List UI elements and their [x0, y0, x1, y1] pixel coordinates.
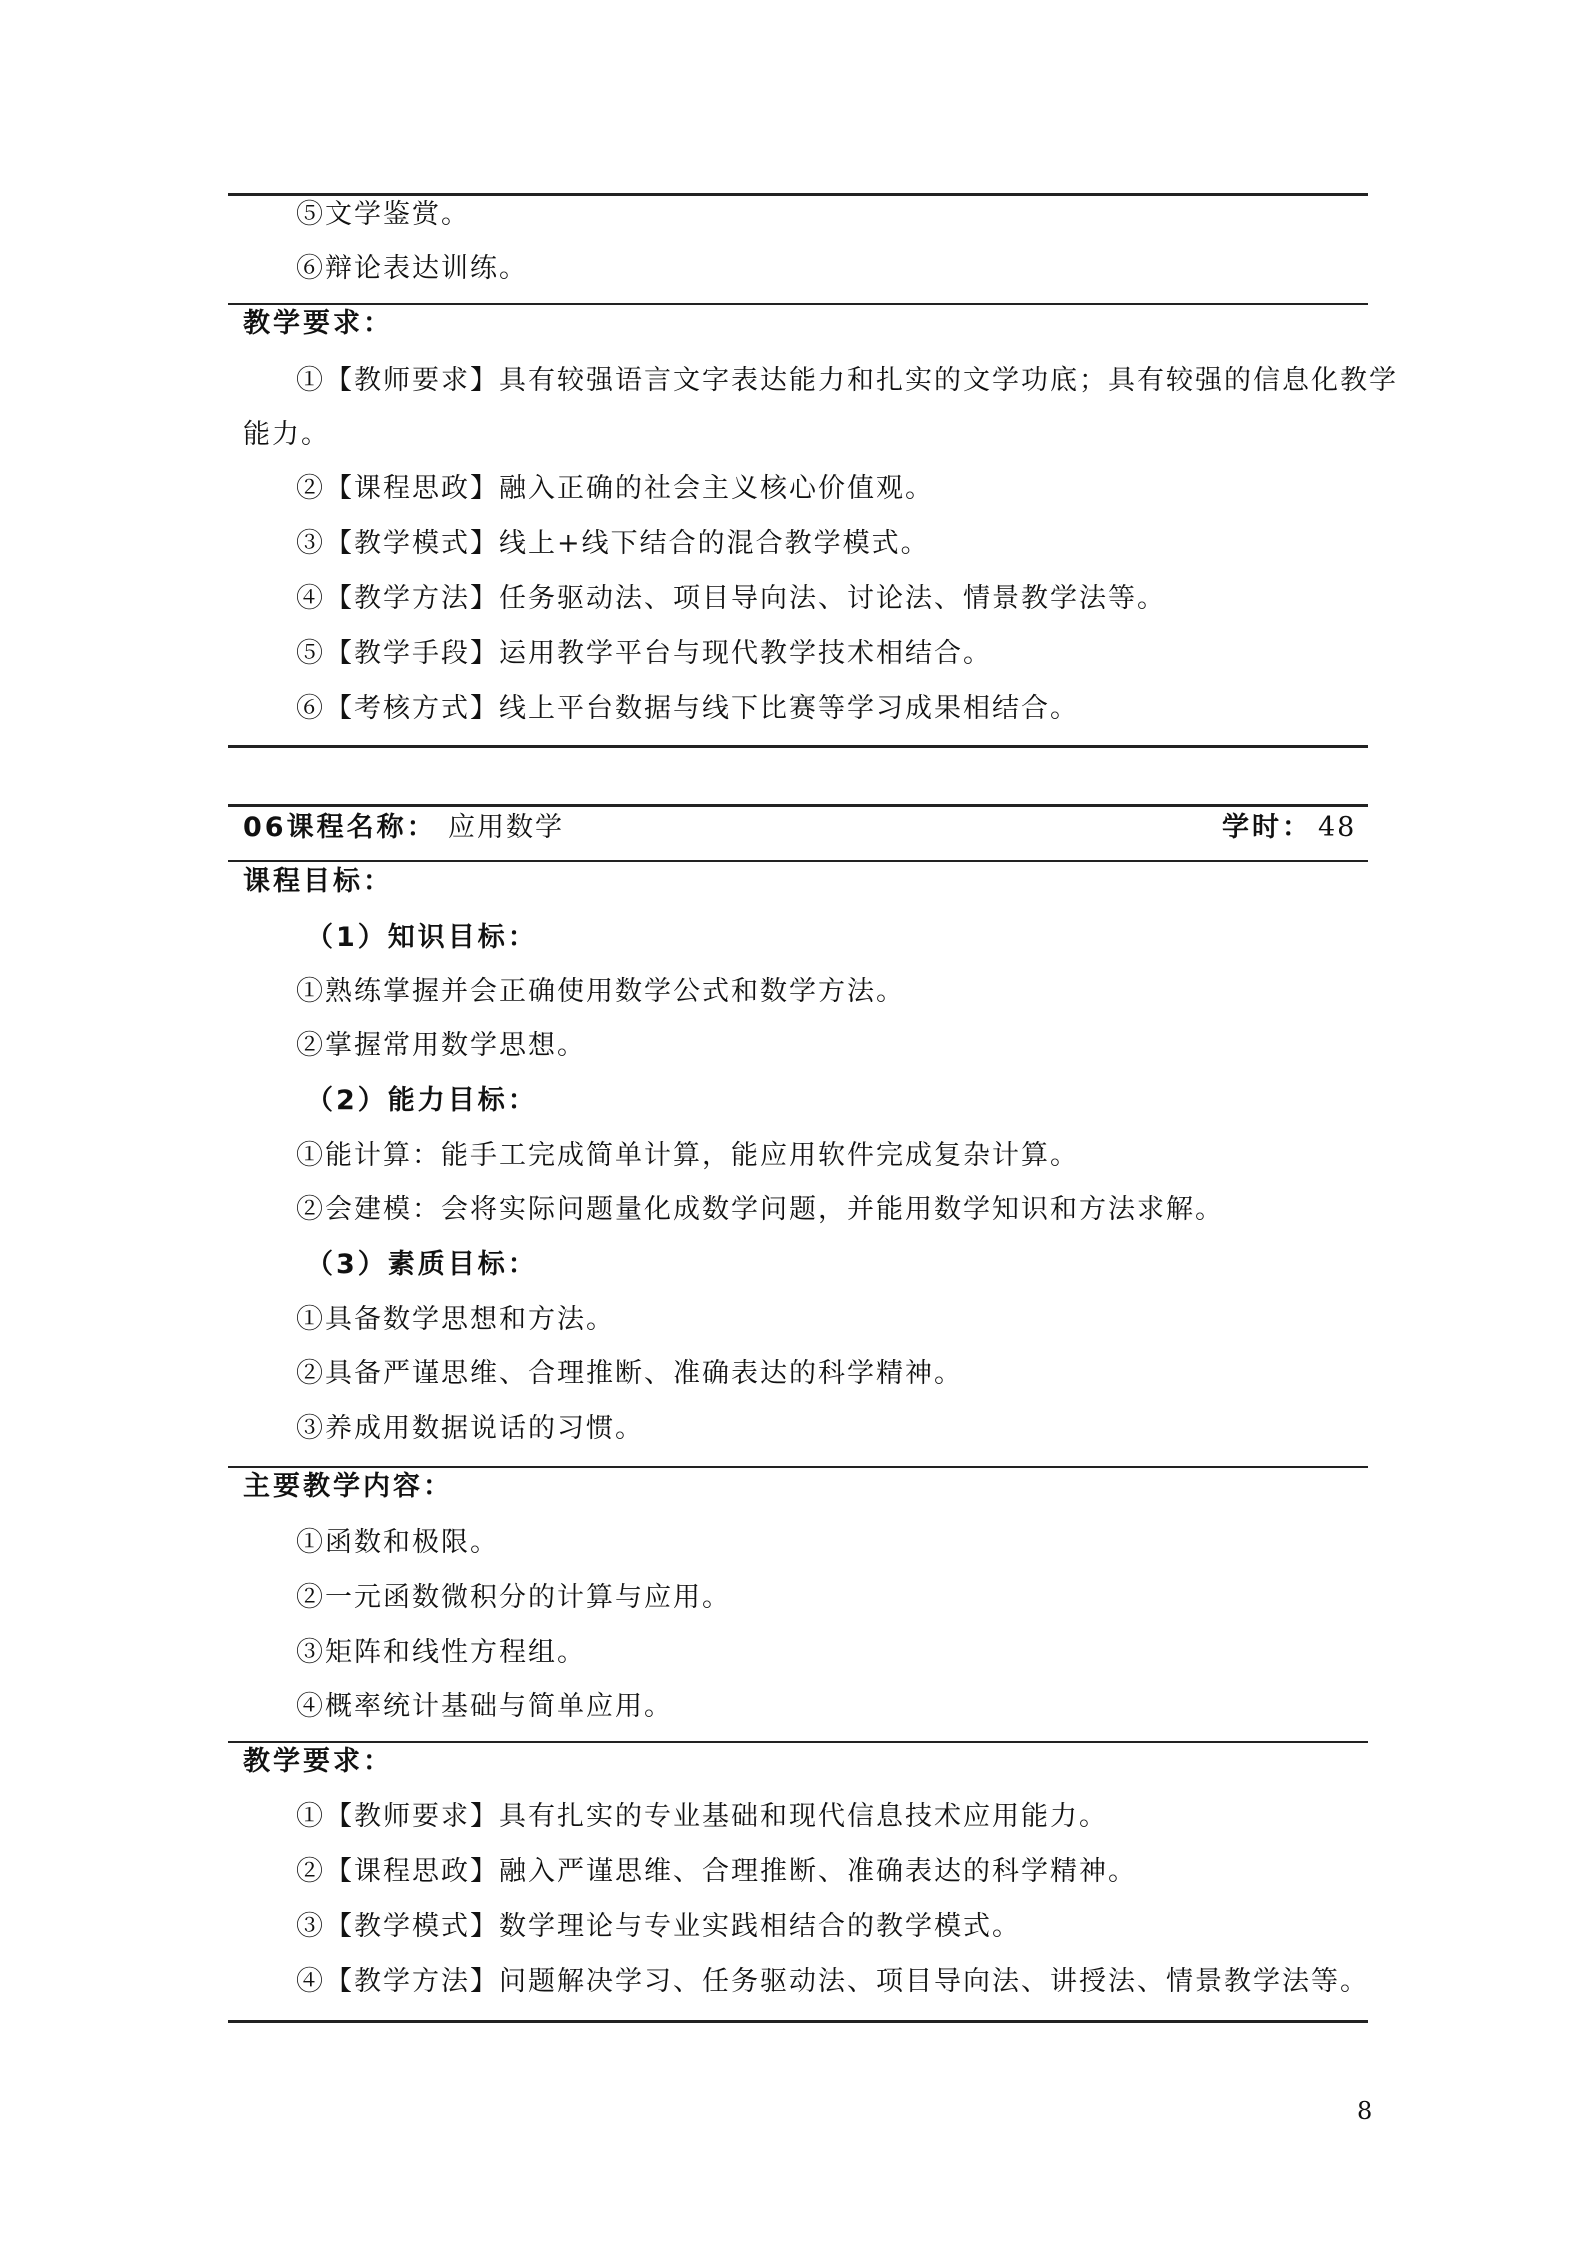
goal-item: ②掌握常用数学思想。	[296, 1030, 586, 1061]
course-hours: 48	[1318, 812, 1357, 843]
course-name-label: 06课程名称：	[243, 812, 437, 843]
requirement-item: ②【课程思政】融入正确的社会主义核心价值观。	[296, 473, 934, 504]
goal-item: ③养成用数据说话的习惯。	[296, 1413, 644, 1444]
section-heading: 主要教学内容：	[243, 1471, 453, 1502]
section-divider	[228, 860, 1368, 862]
content-item: ②一元函数微积分的计算与应用。	[296, 1582, 731, 1613]
section-heading: 教学要求：	[243, 1746, 393, 1777]
requirement-item: ④【教学方法】任务驱动法、项目导向法、讨论法、情景教学法等。	[296, 583, 1166, 614]
course-hours-label: 学时：	[1222, 812, 1312, 843]
goal-item: ②会建模：会将实际问题量化成数学问题，并能用数学知识和方法求解。	[296, 1194, 1224, 1225]
top-rule	[228, 193, 1368, 196]
content-item: ③矩阵和线性方程组。	[296, 1637, 586, 1668]
requirement-item: ③【教学模式】线上+线下结合的混合教学模式。	[296, 528, 930, 559]
requirement-item: ③【教学模式】数学理论与专业实践相结合的教学模式。	[296, 1911, 1021, 1942]
goal-item: ①具备数学思想和方法。	[296, 1304, 615, 1335]
course-name: 应用数学	[448, 812, 564, 843]
subsection-heading: （3）素质目标：	[306, 1249, 538, 1280]
content-item: ⑥辩论表达训练。	[296, 253, 528, 284]
page-number: 8	[1357, 2097, 1373, 2125]
table-bottom-rule	[228, 745, 1368, 748]
requirement-item: ①【教师要求】具有扎实的专业基础和现代信息技术应用能力。	[296, 1801, 1108, 1832]
content-item: ①函数和极限。	[296, 1527, 499, 1558]
table-top-rule	[228, 804, 1368, 807]
requirement-item-continued: 能力。	[243, 419, 330, 450]
section-heading: 教学要求：	[243, 308, 393, 339]
requirement-item: ⑤【教学手段】运用教学平台与现代教学技术相结合。	[296, 638, 992, 669]
subsection-heading: （1）知识目标：	[306, 922, 538, 953]
section-divider	[228, 1466, 1368, 1468]
content-item: ④概率统计基础与简单应用。	[296, 1691, 673, 1722]
goal-item: ①熟练掌握并会正确使用数学公式和数学方法。	[296, 976, 905, 1007]
subsection-heading: （2）能力目标：	[306, 1085, 538, 1116]
section-divider	[228, 303, 1368, 305]
section-heading: 课程目标：	[243, 866, 393, 897]
requirement-item: ②【课程思政】融入严谨思维、合理推断、准确表达的科学精神。	[296, 1856, 1137, 1887]
content-item: ⑤文学鉴赏。	[296, 199, 470, 230]
requirement-item: ④【教学方法】问题解决学习、任务驱动法、项目导向法、讲授法、情景教学法等。	[296, 1966, 1369, 1997]
section-divider	[228, 1741, 1368, 1743]
goal-item: ②具备严谨思维、合理推断、准确表达的科学精神。	[296, 1358, 963, 1389]
requirement-item: ①【教师要求】具有较强语言文字表达能力和扎实的文学功底；具有较强的信息化教学	[296, 365, 1398, 396]
requirement-item: ⑥【考核方式】线上平台数据与线下比赛等学习成果相结合。	[296, 693, 1079, 724]
goal-item: ①能计算：能手工完成简单计算，能应用软件完成复杂计算。	[296, 1140, 1079, 1171]
table-bottom-rule	[228, 2020, 1368, 2023]
